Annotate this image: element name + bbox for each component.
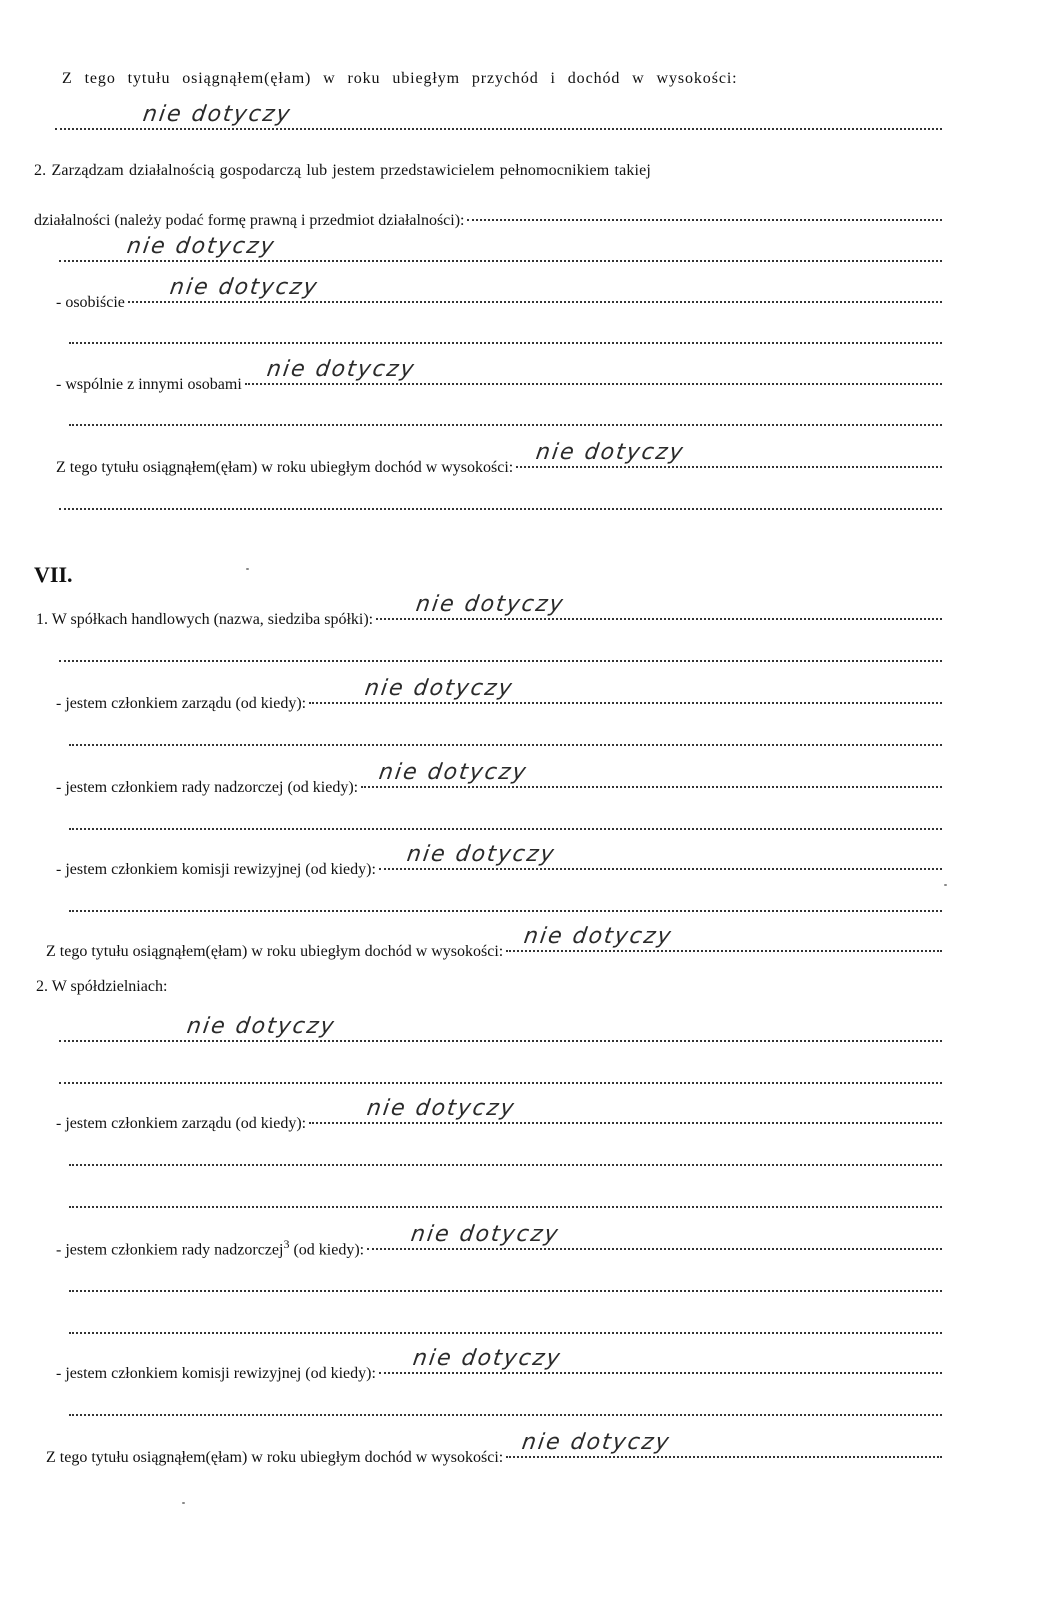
- companies-field-2[interactable]: [56, 644, 942, 666]
- coop-board-field[interactable]: [309, 1096, 942, 1124]
- income-line-4: [46, 1430, 942, 1467]
- cooperatives-field-2[interactable]: [56, 1066, 942, 1088]
- handwritten-answer: nie dotyczy: [265, 357, 417, 382]
- handwritten-answer: nie dotyczy: [411, 1346, 564, 1371]
- handwritten-answer: nie dotyczy: [125, 234, 278, 259]
- scan-speck: [246, 568, 249, 570]
- income-field-2b[interactable]: [56, 492, 942, 514]
- supervisory-field-2[interactable]: [66, 812, 942, 834]
- income-label-1: Z tego tytułu osiągnąłem(ęłam) w roku ubiegłym przychód i dochód w wysokości:: [62, 70, 738, 87]
- dotted-line: [69, 724, 942, 746]
- handwritten-answer: nie dotyczy: [168, 275, 321, 300]
- dotted-line: [69, 890, 942, 912]
- coop-board-field-2[interactable]: [66, 1148, 942, 1170]
- jointly-row: [56, 357, 942, 394]
- coop-supervisory-row: [56, 1222, 942, 1259]
- income-label-3: Z tego tytułu osiągnąłem(ęłam) w roku ubiegłym dochód w wysokości:: [46, 943, 504, 960]
- jointly-label: - wspólnie z innymi osobami: [56, 376, 242, 393]
- supervisory-field[interactable]: [361, 760, 942, 788]
- coop-board-label: - jestem członkiem zarządu (od kiedy):: [56, 1115, 307, 1132]
- coop-supervisory-field[interactable]: [367, 1222, 942, 1250]
- coop-audit-row: [56, 1346, 942, 1383]
- footnote-mark: 3: [283, 1236, 290, 1251]
- item2-field[interactable]: [56, 234, 942, 266]
- board-label: - jestem członkiem zarządu (od kiedy):: [56, 695, 307, 712]
- audit-label: - jestem członkiem komisji rewizyjnej (od kiedy):: [56, 861, 376, 878]
- supervisory-row: [56, 760, 942, 797]
- personally-field[interactable]: [128, 275, 942, 303]
- companies-label: 1. W spółkach handlowych (nazwa, siedziba spółki):: [36, 611, 374, 628]
- income-line-1: [62, 70, 942, 88]
- section-heading-label: VII.: [34, 562, 73, 587]
- coop-supervisory-field-2[interactable]: [66, 1274, 942, 1296]
- dotted-line: [69, 808, 942, 830]
- supervisory-label: - jestem członkiem rady nadzorczej (od kiedy):: [56, 779, 359, 796]
- coop-supervisory-text: - jestem członkiem rady nadzorczej: [56, 1241, 284, 1258]
- handwritten-answer: nie dotyczy: [405, 842, 558, 867]
- item2-label-2: działalności (należy podać formę prawną i przedmiot działalności):: [34, 212, 465, 229]
- handwritten-answer: nie dotyczy: [363, 676, 516, 701]
- coop-supervisory-suffix: (od kiedy):: [289, 1241, 365, 1258]
- jointly-field[interactable]: [245, 357, 942, 385]
- coop-board-field-3[interactable]: [66, 1190, 942, 1212]
- dotted-line: [69, 1312, 942, 1334]
- board-field-2[interactable]: [66, 728, 942, 750]
- handwritten-answer: nie dotyczy: [522, 924, 675, 949]
- dotted-line: [55, 102, 942, 130]
- coop-supervisory-field-3[interactable]: [66, 1316, 942, 1338]
- coop-supervisory-label: [56, 1237, 364, 1259]
- income-label-4: Z tego tytułu osiągnąłem(ęłam) w roku ubiegłym dochód w wysokości:: [46, 1449, 504, 1466]
- handwritten-answer: nie dotyczy: [414, 592, 567, 617]
- coop-audit-field[interactable]: [379, 1346, 942, 1374]
- income-field-1[interactable]: [52, 102, 942, 134]
- jointly-field-2[interactable]: [66, 408, 942, 430]
- dotted-line: [69, 1394, 942, 1416]
- handwritten-answer: nie dotyczy: [409, 1222, 562, 1247]
- item2-label-1: 2. Zarządzam działalnością gospodarczą lub jestem przedstawicielem pełnomocnikiem takiej: [34, 162, 651, 179]
- dotted-line: [59, 488, 942, 510]
- item2-text-line2: [34, 203, 942, 230]
- handwritten-answer: nie dotyczy: [141, 102, 294, 127]
- companies-field[interactable]: [376, 592, 942, 620]
- dotted-line: [59, 234, 942, 262]
- income-field-4[interactable]: [506, 1430, 942, 1458]
- dotted-line: [69, 1186, 942, 1208]
- audit-field[interactable]: [379, 842, 942, 870]
- income-line-3: [46, 924, 942, 961]
- handwritten-answer: nie dotyczy: [520, 1430, 673, 1455]
- handwritten-answer: nie dotyczy: [377, 760, 530, 785]
- income-line-2: [56, 440, 942, 477]
- dotted-line: [69, 404, 942, 426]
- handwritten-answer: nie dotyczy: [185, 1014, 338, 1039]
- dotted-line: [59, 1014, 942, 1042]
- board-row: [56, 676, 942, 713]
- income-field-2[interactable]: [516, 440, 942, 468]
- item2-text-line1: [34, 162, 942, 180]
- cooperatives-row: [36, 978, 167, 996]
- audit-field-2[interactable]: [66, 894, 942, 916]
- personally-label: - osobiście: [56, 294, 125, 311]
- dotted-line[interactable]: [467, 199, 942, 221]
- personally-row: [56, 275, 942, 312]
- coop-audit-label: - jestem członkiem komisji rewizyjnej (od kiedy):: [56, 1365, 376, 1382]
- dotted-line: [69, 1270, 942, 1292]
- handwritten-answer: nie dotyczy: [365, 1096, 518, 1121]
- dotted-line: [59, 1062, 942, 1084]
- income-label-2: Z tego tytułu osiągnąłem(ęłam) w roku ubiegłym dochód w wysokości:: [56, 459, 514, 476]
- cooperatives-label: 2. W spółdzielniach:: [36, 978, 168, 995]
- handwritten-answer: nie dotyczy: [534, 440, 687, 465]
- coop-board-row: [56, 1096, 942, 1133]
- cooperatives-field[interactable]: [56, 1014, 942, 1046]
- coop-audit-field-2[interactable]: [66, 1398, 942, 1420]
- companies-row: [36, 592, 942, 629]
- dotted-line: [69, 1144, 942, 1166]
- personally-field-2[interactable]: [66, 326, 942, 348]
- dotted-line: [59, 640, 942, 662]
- board-field[interactable]: [309, 676, 942, 704]
- scan-speck: [944, 884, 947, 886]
- scan-speck: [182, 1502, 185, 1504]
- income-field-3[interactable]: [506, 924, 942, 952]
- audit-row: [56, 842, 942, 879]
- dotted-line: [69, 322, 942, 344]
- section-heading-vii: [34, 562, 73, 588]
